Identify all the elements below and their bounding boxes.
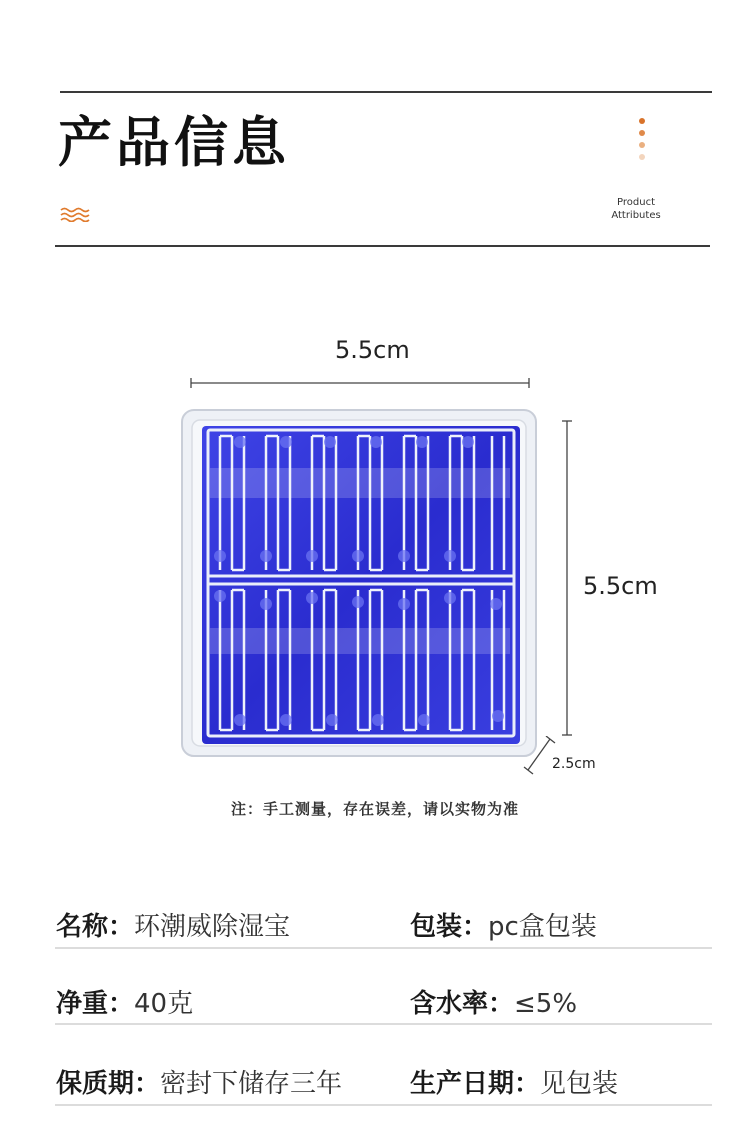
product-attributes-label: Product Attributes [611, 197, 661, 221]
spec-shelf-life: 保质期：密封下储存三年 [56, 1069, 343, 1099]
spec-production-date: 生产日期：见包装 [410, 1069, 619, 1099]
spec-moisture: 含水率：≤5% [410, 989, 578, 1019]
width-dimension-label: 5.5cm [335, 336, 410, 364]
depth-dimension-label: 2.5cm [552, 756, 596, 772]
wave-icon [60, 206, 90, 222]
height-dimension-line [560, 418, 574, 738]
spec-divider [55, 1104, 712, 1106]
spec-net-weight: 净重：40克 [56, 989, 194, 1019]
desiccant-box-image [180, 408, 540, 760]
page-title: 产品信息 [58, 111, 290, 174]
spec-divider [55, 1023, 712, 1025]
measurement-note: 注：手工测量，存在误差，请以实物为准 [230, 800, 519, 818]
height-dimension-label: 5.5cm [583, 572, 658, 600]
header-top-rule [60, 91, 712, 93]
spec-divider [55, 947, 712, 949]
spec-name: 名称：环潮威除湿宝 [56, 912, 291, 942]
header-bottom-rule [55, 245, 710, 247]
dot-column-icon [639, 118, 647, 166]
spec-packaging: 包装：pc盒包装 [410, 912, 597, 942]
width-dimension-line [188, 376, 532, 390]
